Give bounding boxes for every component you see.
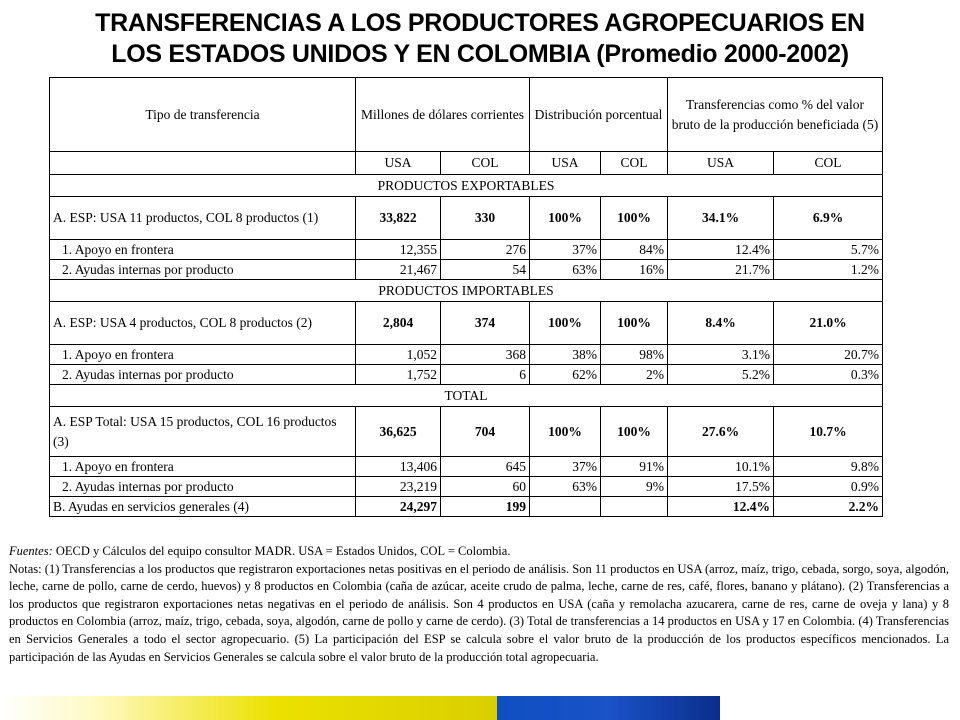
cell-col-vbp: 1.2% (774, 260, 883, 280)
cell-usa-usd: 13,406 (356, 457, 441, 477)
page-title (20, 8, 940, 70)
cell-col-vbp: 10.7% (774, 407, 883, 457)
sources-label: Fuentes: (9, 544, 53, 558)
row-label: 2. Ayudas internas por producto (50, 477, 356, 497)
cell-usa-usd: 1,752 (356, 365, 441, 385)
cell-usa-usd: 12,355 (356, 240, 441, 260)
row-label: 2. Ayudas internas por producto (50, 260, 356, 280)
cell-col-usd: 276 (441, 240, 530, 260)
cell-col-vbp: 0.9% (774, 477, 883, 497)
row-label: A. ESP: USA 11 productos, COL 8 productos (1) (50, 197, 356, 240)
cell-usa-vbp: 10.1% (668, 457, 774, 477)
cell-col-vbp: 9.8% (774, 457, 883, 477)
cell-usa-vbp: 8.4% (668, 302, 774, 345)
cell-col-pct: 100% (601, 197, 668, 240)
cell-col-vbp: 5.7% (774, 240, 883, 260)
footer-blue-band (497, 696, 720, 720)
cell-usa-pct: 62% (530, 365, 601, 385)
cell-col-vbp: 0.3% (774, 365, 883, 385)
cell-usa-pct (530, 497, 601, 517)
sources-text: OECD y Cálculos del equipo consultor MADR. USA = Estados Unidos, COL = Colombia. (52, 544, 511, 558)
cell-usa-pct: 100% (530, 302, 601, 345)
table-row-tot-1 (50, 457, 883, 477)
row-label: 1. Apoyo en frontera (50, 457, 356, 477)
title-line-2: LOS ESTADOS UNIDOS Y EN COLOMBIA (Promedio 2000-2002) (111, 40, 849, 68)
footer-color-bar (0, 696, 720, 720)
cell-col-vbp: 2.2% (774, 497, 883, 517)
cell-col-pct: 100% (601, 407, 668, 457)
subheader-col: COL (774, 152, 883, 175)
notes-text: Notas: (1) Transferencias a los productos que registraron exportaciones netas positivas en el periodo de análisis. Son 11 productos en USA (arroz, maíz, trigo, cebada, sorgo, soya, algodón, leche, carne de pollo, carne de cerdo, huevos) y 8 productos en Colombia (caña de azúcar, aceite crudo de palma, leche, carne de res, café, flores, banano y plátano). (2) Transferencias a los productos que registraron exportaciones netas negativas en el periodo de análisis. Son 4 productos en USA (caña y remolacha azucarera, carne de res, carne de oveja y lana) y 8 productos en Colombia (arroz, maíz, trigo, cebada, soya, algodón, carne de pollo y carne de cerdo). (3) Total de transferencias a 14 productos en USA y 17 en Colombia. (4) Transferencias en Servicios Generales a todo el sector agropecuario. (5) La participación del ESP se calcula sobre el valor bruto de la producción de los productos específicos mencionados. La participación de las Ayudas en Servicios Generales se calcula sobre el valor bruto de la producción total agropecuaria. (9, 561, 949, 664)
cell-col-usd: 330 (441, 197, 530, 240)
header-row (50, 78, 883, 152)
footnotes (9, 543, 949, 666)
table-row-exp-a (50, 197, 883, 240)
cell-usa-pct: 63% (530, 260, 601, 280)
row-label: B. Ayudas en servicios generales (4) (50, 497, 356, 517)
section-importables: PRODUCTOS IMPORTABLES (50, 280, 883, 302)
section-exportables: PRODUCTOS EXPORTABLES (50, 175, 883, 197)
cell-usa-pct: 38% (530, 345, 601, 365)
subheader-usa: USA (530, 152, 601, 175)
cell-usa-vbp: 3.1% (668, 345, 774, 365)
cell-usa-usd: 21,467 (356, 260, 441, 280)
header-tipo: Tipo de transferencia (50, 78, 356, 152)
cell-usa-usd: 36,625 (356, 407, 441, 457)
header-millones: Millones de dólares corrientes (356, 78, 530, 152)
transfers-table (49, 77, 883, 517)
subheader-usa: USA (668, 152, 774, 175)
cell-usa-vbp: 34.1% (668, 197, 774, 240)
subheader-usa: USA (356, 152, 441, 175)
subheader-empty (50, 152, 356, 175)
row-label: A. ESP Total: USA 15 productos, COL 16 productos (3) (50, 407, 356, 457)
cell-usa-usd: 23,219 (356, 477, 441, 497)
table-row-exp-1 (50, 240, 883, 260)
table-row-exp-2 (50, 260, 883, 280)
cell-col-usd: 368 (441, 345, 530, 365)
cell-col-pct: 84% (601, 240, 668, 260)
cell-col-pct (601, 497, 668, 517)
cell-col-vbp: 6.9% (774, 197, 883, 240)
section-row-importables (50, 280, 883, 302)
table-row-tot-2 (50, 477, 883, 497)
row-label: 1. Apoyo en frontera (50, 345, 356, 365)
title-line-1: TRANSFERENCIAS A LOS PRODUCTORES AGROPECUARIOS EN (95, 9, 865, 37)
cell-usa-vbp: 21.7% (668, 260, 774, 280)
cell-col-usd: 374 (441, 302, 530, 345)
cell-col-vbp: 21.0% (774, 302, 883, 345)
cell-col-vbp: 20.7% (774, 345, 883, 365)
cell-usa-pct: 100% (530, 197, 601, 240)
subheader-row (50, 152, 883, 175)
cell-col-pct: 16% (601, 260, 668, 280)
cell-col-pct: 9% (601, 477, 668, 497)
subheader-col: COL (601, 152, 668, 175)
cell-usa-usd: 2,804 (356, 302, 441, 345)
header-distribucion: Distribución porcentual (530, 78, 668, 152)
header-transferencias: Transferencias como % del valor bruto de la producción beneficiada (5) (668, 78, 883, 152)
cell-col-usd: 60 (441, 477, 530, 497)
section-total: TOTAL (50, 385, 883, 407)
cell-usa-usd: 24,297 (356, 497, 441, 517)
cell-usa-usd: 1,052 (356, 345, 441, 365)
table-row-imp-2 (50, 365, 883, 385)
cell-col-pct: 91% (601, 457, 668, 477)
cell-col-pct: 2% (601, 365, 668, 385)
cell-col-pct: 100% (601, 302, 668, 345)
cell-usa-vbp: 12.4% (668, 240, 774, 260)
footer-yellow-band (0, 696, 497, 720)
cell-usa-vbp: 17.5% (668, 477, 774, 497)
cell-usa-usd: 33,822 (356, 197, 441, 240)
cell-col-usd: 6 (441, 365, 530, 385)
row-label: A. ESP: USA 4 productos, COL 8 productos (2) (50, 302, 356, 345)
cell-usa-pct: 100% (530, 407, 601, 457)
subheader-col: COL (441, 152, 530, 175)
row-label: 1. Apoyo en frontera (50, 240, 356, 260)
cell-usa-pct: 63% (530, 477, 601, 497)
cell-col-usd: 199 (441, 497, 530, 517)
row-label: 2. Ayudas internas por producto (50, 365, 356, 385)
section-row-exportables (50, 175, 883, 197)
table-row-tot-a (50, 407, 883, 457)
cell-usa-pct: 37% (530, 457, 601, 477)
cell-usa-pct: 37% (530, 240, 601, 260)
cell-usa-vbp: 5.2% (668, 365, 774, 385)
cell-col-usd: 645 (441, 457, 530, 477)
table-row-tot-b (50, 497, 883, 517)
table-row-imp-1 (50, 345, 883, 365)
cell-usa-vbp: 12.4% (668, 497, 774, 517)
cell-usa-vbp: 27.6% (668, 407, 774, 457)
section-row-total (50, 385, 883, 407)
table-row-imp-a (50, 302, 883, 345)
cell-col-pct: 98% (601, 345, 668, 365)
cell-col-usd: 704 (441, 407, 530, 457)
sources-note (9, 543, 949, 561)
cell-col-usd: 54 (441, 260, 530, 280)
